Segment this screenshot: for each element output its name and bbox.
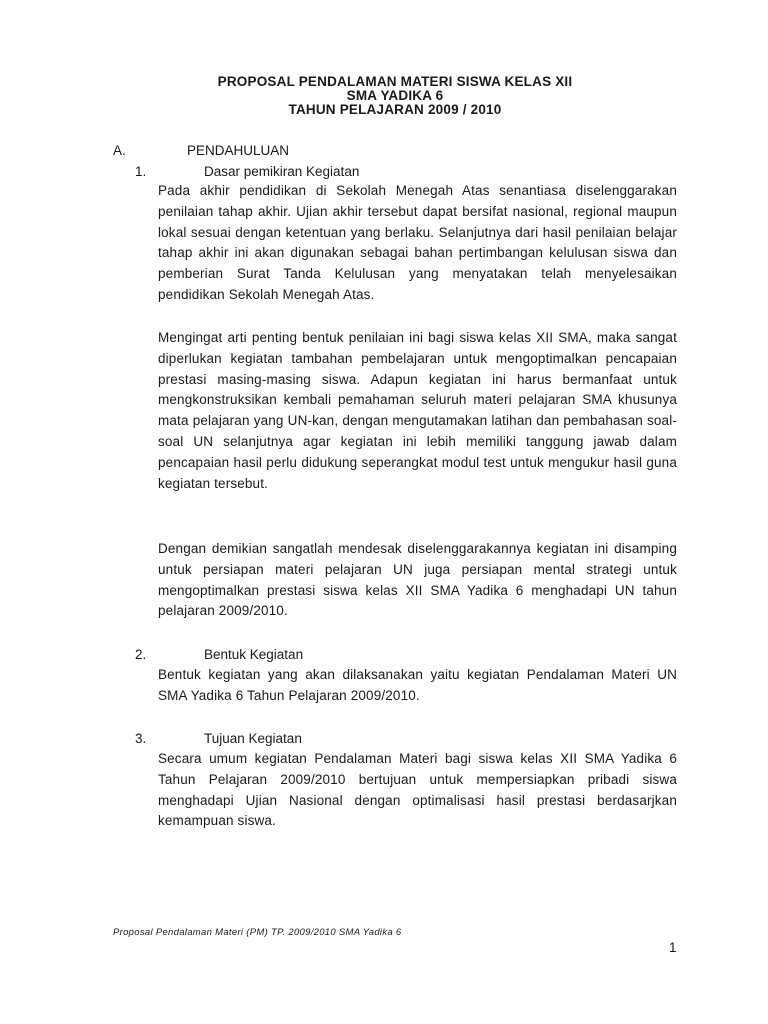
paragraph: Dengan demikian sangatlah mendesak diselenggarakannya kegiatan ini disamping untuk persiapan materi pelajaran UN juga persiapan mental strategi untuk mengoptimalkan prestasi siswa kelas XII SMA Yadika 6 menghadapi UN tahun pelajaran 2009/2010. (158, 541, 677, 619)
paragraph: Pada akhir pendidikan di Sekolah Menegah Atas senantiasa diselenggarakan penilaian tahap akhir. Ujian akhir tersebut dapat bersifat nasional, regional maupun lokal sesuai dengan ketentuan yang berlaku. Selanjutnya dari hasil penilaian belajar tahap akhir ini akan digunakan sebagai bahan pertimbangan kelulusan siswa dan pemberian Surat Tanda Kelulusan yang menyatakan telah menyelesaikan pendidikan Sekolah Menegah Atas. (158, 183, 677, 302)
item-title: Tujuan Kegiatan (204, 731, 302, 746)
academic-year: TAHUN PELAJARAN 2009 / 2010 (288, 102, 502, 117)
paragraph: Mengingat arti penting bentuk penilaian ini bagi siswa kelas XII SMA, maka sangat diperlukan kegiatan tambahan pembelajaran untuk mengoptimalkan pencapaian prestasi masing-masing siswa. Adapun kegiatan ini harus bermanfaat untuk mengkonstruksikan kembali pemahaman seluruh materi pelajaran SMA khusunya mata pelajaran yang UN-kan, dengan mengutamakan latihan dan pembahasan soal-soal UN selanjutnya agar kegiatan ini lebih memiliki tanggung jawab dalam pencapaian hasil perlu didukung seperangkat modul test untuk mengukur hasil guna kegiatan tersebut. (158, 330, 677, 491)
section-heading: PENDAHULUAN (187, 143, 290, 158)
paragraph: Secara umum kegiatan Pendalaman Materi bagi siswa kelas XII SMA Yadika 6 Tahun Pelajaran 2009/2010 bertujuan untuk mempersiapkan pribadi siswa menghadapi Ujian Nasional dengan optimalisasi hasil prestasi berdasarjkan kemampuan siswa. (158, 751, 677, 829)
page-footer: Proposal Pendalaman Materi (PM) TP. 2009/2010 SMA Yadika 6 (113, 927, 402, 938)
item-number: 3. (135, 731, 147, 746)
item-title: Bentuk Kegiatan (204, 647, 304, 662)
school-name: SMA YADIKA 6 (346, 88, 444, 103)
section-letter: A. (113, 143, 126, 158)
paragraph: Bentuk kegiatan yang akan dilaksanakan yaitu kegiatan Pendalaman Materi UN SMA Yadika 6 Tahun Pelajaran 2009/2010. (158, 667, 677, 703)
item-number: 2. (135, 647, 147, 662)
item-number: 1. (135, 164, 147, 179)
document-title: PROPOSAL PENDALAMAN MATERI SISWA KELAS XII (217, 74, 573, 89)
page-number: 1 (669, 940, 677, 955)
item-title: Dasar pemikiran Kegiatan (204, 164, 360, 179)
